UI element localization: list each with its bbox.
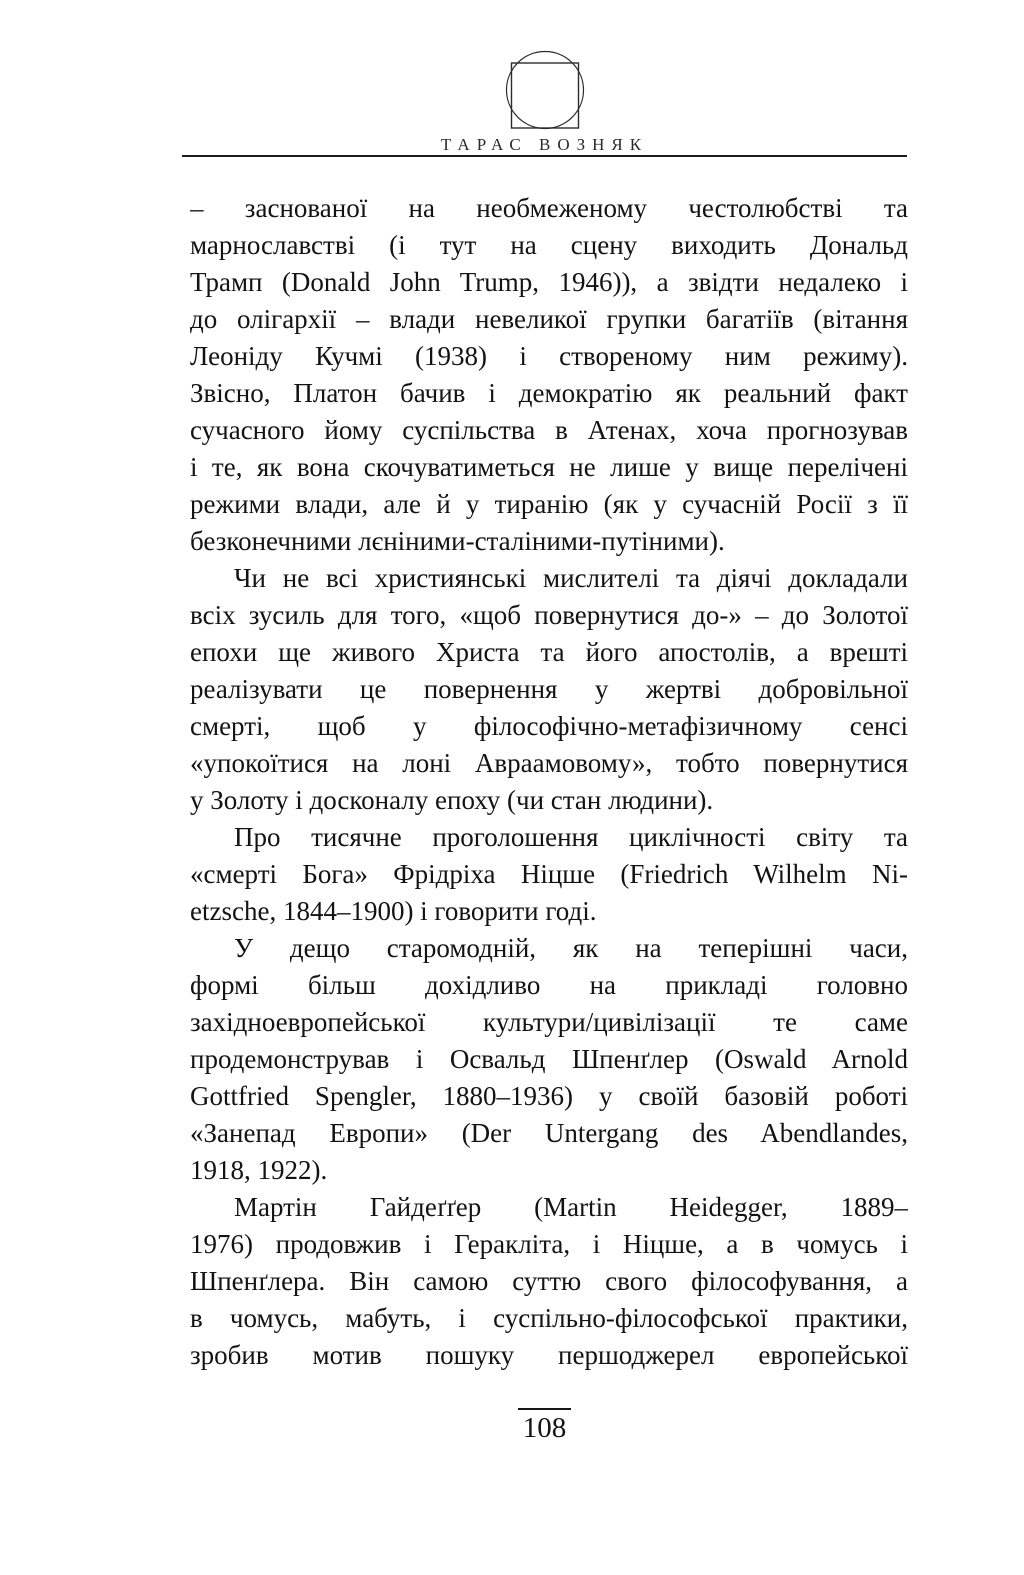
text-line: реалізувати це повернення у жертві добровільної [190,674,908,704]
header-divider [182,155,907,157]
text-line: «смерті Бога» Фрідріха Ніцше (Friedrich Wilhelm Ni- [190,859,908,889]
text-line: і те, як вона скочуватиметься не лише у вище перелічені [190,452,908,482]
text-line: «упокоїтися на лоні Авраамовому», тобто повернутися [190,748,908,778]
text-line: Мартін Гайдеґґер (Martin Heidegger, 1889– [234,1192,908,1222]
text-line: формі більш дохідливо на прикладі головно [190,970,908,1000]
text-line: «Занепад Европи» (Der Untergang des Abendlandes, [190,1118,908,1148]
text-line: всіх зусиль для того, «щоб повернутися до-» – до Золотої [190,600,908,630]
text-line: 1918, 1922). [190,1155,328,1185]
text-line: etzsche, 1844–1900) і говорити годі. [190,896,597,926]
text-line: режими влади, але й у тиранію (як у сучасній Росії з її [190,489,908,519]
text-line: в чомусь, мабуть, і суспільно-філософської практики, [190,1303,908,1333]
text-line: сучасного йому суспільства в Атенах, хоча прогнозував [190,415,908,445]
text-line: Gottfried Spengler, 1880–1936) у своїй базовій роботі [190,1081,908,1111]
page-header-author: ТАРАС ВОЗНЯК [440,135,649,154]
text-line: смерті, щоб у філософічно-метафізичному сенсі [190,711,908,741]
text-line: Чи не всі християнські мислителі та діячі докладали [234,563,908,593]
text-line: – заснованої на необмеженому честолюбстві та [190,193,908,223]
text-line: епохи ще живого Христа та його апостолів, а врешті [190,637,908,667]
text-line: до олігархії – влади невеликої групки багатіїв (вітання [190,304,908,334]
text-line: Звісно, Платон бачив і демократію як реальний факт [190,378,908,408]
text-line: західноевропейської культури/цивілізації те саме [190,1007,908,1037]
text-line: Леоніду Кучмі (1938) і створеному ним режиму). [190,341,908,371]
text-line: Трамп (Donald John Trump, 1946)), а звідти недалеко і [190,267,908,297]
page-number: 108 [518,1408,572,1445]
page-footer [182,1408,907,1445]
text-line: У дещо старомодній, як на теперішні часи, [234,933,908,963]
text-line: марнославстві (і тут на сцену виходить Дональд [190,230,908,260]
publisher-logo [182,48,907,137]
text-block [190,190,908,1374]
text-line: Про тисячне проголошення циклічності світу та [234,822,908,852]
text-line: Шпенґлера. Він самою суттю свого філософування, а [190,1266,908,1296]
text-line: безконечними лєніними-сталіними-путіними). [190,526,725,556]
text-line: у Золоту і досконалу епоху (чи стан людини). [190,785,714,815]
text-line: зробив мотив пошуку першоджерел европейської [190,1340,908,1370]
text-line: 1976) продовжив і Геракліта, і Ніцше, а в чомусь і [190,1229,908,1259]
text-line: продемонстрував і Освальд Шпенґлер (Oswald Arnold [190,1044,908,1074]
square-in-circle-icon [503,48,587,132]
